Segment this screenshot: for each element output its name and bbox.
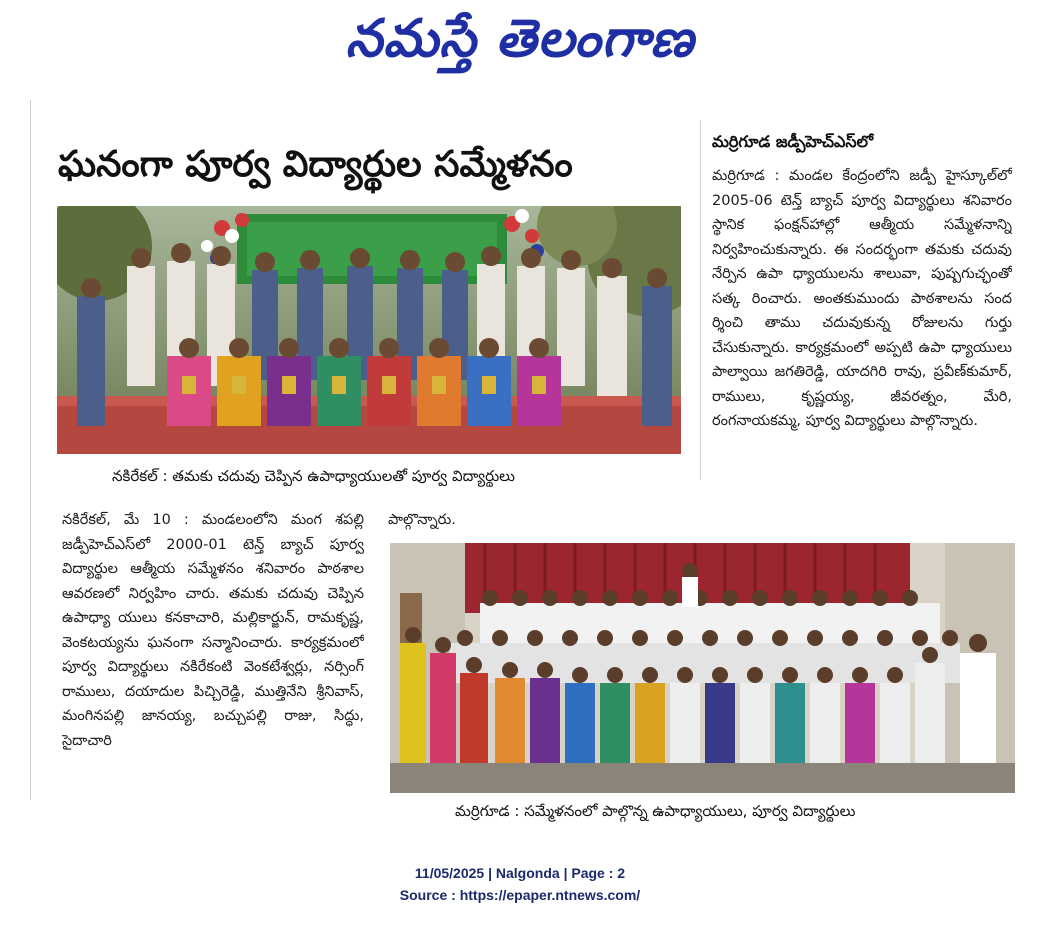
group-photo-hall: [390, 543, 1015, 793]
side-article-body: మర్రిగూడ : మండల కేంద్రంలోని జడ్పీ హైస్కూల్‌లో 2005-06 టెన్త్ బ్యాచ్ పూర్వ విద్యార్థులు శనివారం స్థానిక ఫంక్షన్‌హాల్లో ఆత్మీయ సమ్మేళనాన్ని నిర్వహించుకున్నారు. ఈ సందర్భంగా తమకు చదువు నేర్పిన ఉపా ధ్యాయులను శాలువా, పుష్పగుచ్ఛంతో సత్క రించారు. అంతకుముందు పాఠశాలను సంద ర్శించి తాము చదువుకున్న రోజులను గుర్తు చేసుకున్నారు. కార్యక్రమంలో అప్పటి ఉపా ధ్యాయులు పాల్వాయి జగతిరెడ్డి, యాదగిరి రావు, ప్రవీణ్‌కుమార్, రాములు, కృష్ణయ్య, జీవరత్నం, మేరి, రంగనాయకమ్మ, పూర్వ విద్యార్థులు పాల్గొన్నారు.: [712, 168, 1012, 429]
article-headline: ఘనంగా పూర్వ విద్యార్థుల సమ్మేళనం: [58, 144, 573, 185]
footer-source-link[interactable]: Source : https://epaper.ntnews.com/: [399, 887, 641, 903]
photo-caption-marriguda: మర్రిగూడ : సమ్మేళనంలో పాల్గొన్న ఉపాధ్యాయులు, పూర్వ విద్యార్థులు: [455, 802, 856, 820]
photo-caption-nakrekal: నకిరేకల్ : తమకు చదువు చెప్పిన ఉపాధ్యాయులతో పూర్వ విద్యార్థులు: [112, 467, 515, 485]
column-divider: [700, 120, 701, 480]
article-body-nakrekal: నకిరేకల్, మే 10 : మండలంలోని మంగ శపల్లి జడ్పీహెచ్ఎస్‌లో 2000-01 టెన్త్ బ్యాచ్ పూర్వ విద్యార్థుల ఆత్మీయ సమ్మేళనం శనివారం పాఠశాల ఆవరణలో నిర్వహిం చారు. తమకు చదువు చెప్పిన ఉపాధ్యా యులు కనకాచారి, మల్లికార్జున్, రామకృష్ణ, వెంకటయ్యను ఘనంగా సన్మానించారు. కార్యక్రమంలో పూర్వ విద్యార్థులు నకిరేకంటి వెంకటేశ్వర్లు, నర్సింగ్ రాములు, దయాదుల పిచ్చిరెడ్డి, ముత్తినేని శ్రీనివాస్, మంగినపల్లి జానయ్య, బచ్చుపల్లి రాజు, సిద్ధు, సైదాచారి: [62, 512, 364, 749]
footer-edition-info: 11/05/2025 | Nalgonda | Page : 2: [414, 865, 626, 881]
article-photo-marriguda: [390, 543, 1015, 793]
group-photo-outdoor: [57, 206, 681, 454]
masthead-title: నమస్తే తెలంగాణ: [345, 9, 695, 69]
column-divider: [30, 100, 31, 800]
article-body-continued: పాల్గొన్నారు.: [388, 512, 456, 528]
article-photo-nakrekal: [57, 206, 681, 454]
side-article-headline: మర్రిగూడ జడ్పీహెచ్ఎస్‌లో: [712, 132, 874, 151]
